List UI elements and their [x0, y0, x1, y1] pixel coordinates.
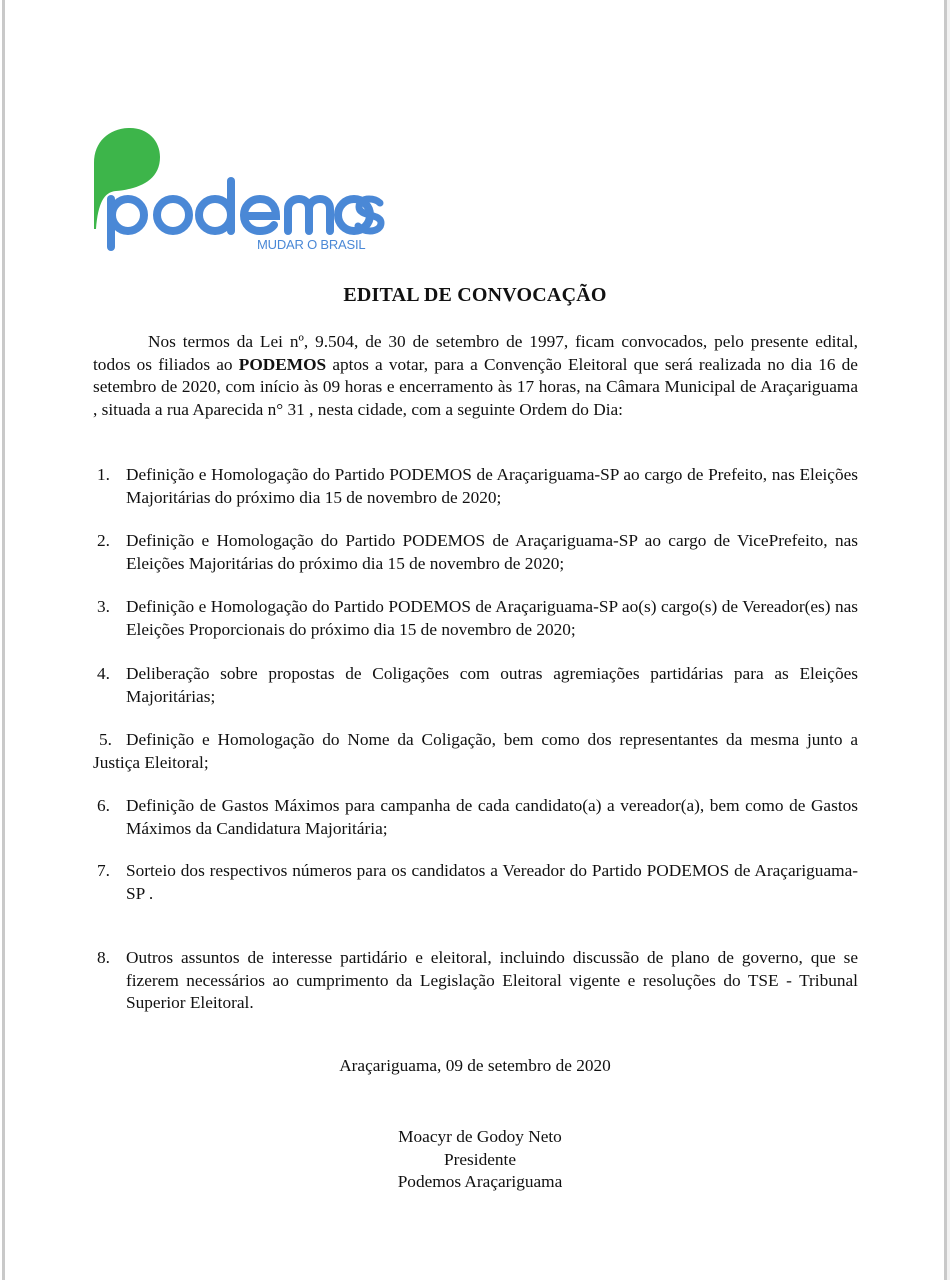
- agenda-item-number: 5.: [99, 730, 112, 749]
- intro-party-name: PODEMOS: [238, 354, 327, 374]
- logo-tagline: MUDAR O BRASIL: [257, 237, 366, 252]
- agenda-item-number: 7.: [97, 861, 110, 880]
- agenda-item-number: 1.: [97, 465, 110, 484]
- place-date: Araçariguama, 09 de setembro de 2020: [339, 1056, 611, 1075]
- agenda-item: [93, 860, 858, 905]
- agenda-item-number: 6.: [97, 796, 110, 815]
- agenda-item-number: 2.: [97, 531, 110, 550]
- intro-text-end: aptos a votar, para a Convenção Eleitoral que será realizada no dia 16 de setembro de 2020, com início às 09 horas e encerramento às 17 horas, na Câmara Municipal de Araçariguama , situada a rua Aparecida n° 31 , nesta cidade, com a seguinte Ordem do Dia:: [93, 354, 858, 419]
- agenda-item-text: Definição de Gastos Máximos para campanha de cada candidato(a) a vereador(a), bem como de Gastos Máximos da Candidatura Majoritária;: [126, 796, 858, 838]
- page-edge-left: [2, 0, 5, 1280]
- agenda-item-text: Deliberação sobre propostas de Coligações com outras agremiações partidárias para as Eleições Majoritárias;: [126, 664, 858, 706]
- podemos-logo: [88, 125, 388, 255]
- agenda-item-text: Definição e Homologação do Partido PODEMOS de Araçariguama-SP ao(s) cargo(s) de Vereador(es) nas Eleições Proporcionais do próximo dia 15 de novembro de 2020;: [126, 597, 858, 639]
- agenda-item: [93, 947, 858, 1015]
- agenda-item: [93, 530, 858, 575]
- agenda-item-text: Definição e Homologação do Partido PODEMOS de Araçariguama-SP ao cargo de VicePrefeito, nas Eleições Majoritárias do próximo dia 15 de novembro de 2020;: [126, 531, 858, 573]
- intro-text-start: Nos termos da Lei nº, 9.504, de 30 de setembro de 1997, ficam convocados, pelo presente edital, todos os filiados ao: [93, 332, 858, 374]
- agenda-item-number: 4.: [97, 664, 110, 683]
- agenda-item-text: Outros assuntos de interesse partidário e eleitoral, incluindo discussão de plano de governo, que se fizerem necessários ao cumprimento da Legislação Eleitoral vigente e resoluções do TSE - Tribunal Superior Eleitoral.: [126, 948, 858, 1012]
- agenda-item-text: Sorteio dos respectivos números para os candidatos a Vereador do Partido PODEMOS de Araçariguama-SP .: [126, 861, 858, 903]
- document-title: EDITAL DE CONVOCAÇÃO: [343, 284, 607, 306]
- podemos-logo-mark-icon: [88, 125, 388, 255]
- agenda-item: [93, 795, 858, 840]
- agenda-item: [93, 663, 858, 708]
- agenda-item: [93, 729, 858, 774]
- signatory-name: Moacyr de Godoy Neto: [398, 1127, 562, 1146]
- intro-paragraph: [93, 331, 858, 421]
- agenda-item-number: 8.: [97, 948, 110, 967]
- signatory-organization: Podemos Araçariguama: [397, 1172, 563, 1191]
- signatory-role: Presidente: [444, 1149, 516, 1169]
- agenda-item-text: Definição e Homologação do Partido PODEMOS de Araçariguama-SP ao cargo de Prefeito, nas Eleições Majoritárias do próximo dia 15 de novembro de 2020;: [126, 465, 858, 507]
- agenda-item-text: Definição e Homologação do Nome da Coligação, bem como dos representantes da mesma junto a Justiça Eleitoral;: [93, 730, 858, 772]
- agenda-item-number: 3.: [97, 597, 110, 616]
- signature-block: [0, 1126, 950, 1194]
- agenda-item: [93, 464, 858, 509]
- agenda-item: [93, 596, 858, 641]
